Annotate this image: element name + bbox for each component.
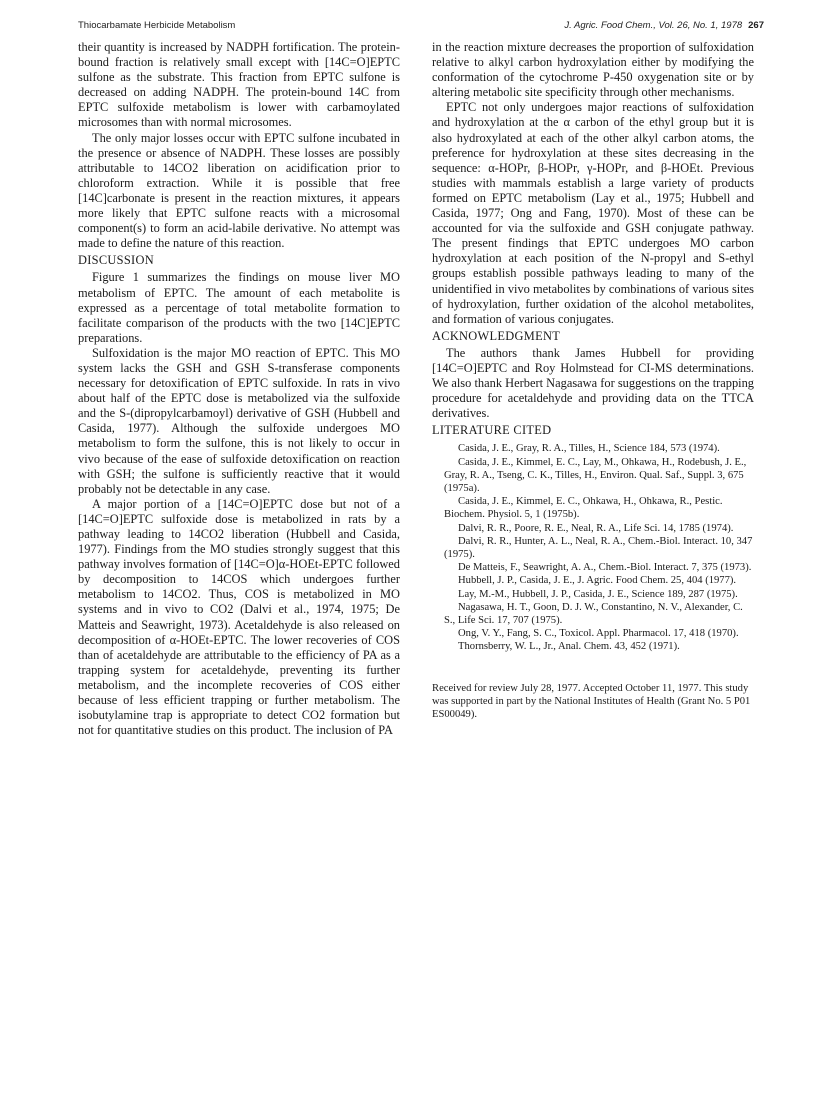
- page-number: 267: [748, 20, 764, 31]
- left-paragraph-2: The only major losses occur with EPTC sulfone incubated in the presence or absence of NADPH. These losses are possibly attributable to 14CO2 liberation on acidification prior to chloroform extraction. While it is possible that free [14C]carbonate is present in the reaction mixtures, it appears more likely that EPTC sulfone reacts with a microsomal component(s) to form an acid-labile derivative. No attempt was made to define the nature of this reaction.: [78, 130, 400, 251]
- reference-item: Dalvi, R. R., Poore, R. E., Neal, R. A., Life Sci. 14, 1785 (1974).: [458, 522, 734, 534]
- discussion-heading: DISCUSSION: [78, 253, 154, 268]
- left-paragraph-5: A major portion of a [14C=O]EPTC dose but not of a [14C=O]EPTC sulfoxide dose is metabolized in rats by a pathway leading to 14CO2 liberation (Hubbell and Casida, 1977). Findings from the MO studies strongly suggest that this pathway involves formation of [14C=O]α-HOEt-EPTC followed by decomposition to 14COS which undergoes further metabolism to 14CO2. Thus, COS is metabolized in MO systems and in vivo to CO2 (Dalvi et al., 1974, 1975; De Matteis and Seawright, 1973). Acetaldehyde is also released on decomposition of α-HOEt-EPTC. The lower recoveries of COS than of acetaldehyde are attributable to the efficiency of PA as a trapping system for acetaldehyde, preventing its further metabolism, and the incomplete recoveries of COS either because of less efficient trapping or further metabolism. The isobutylamine trap is appropriate to detect CO2 formation but not for quantitative studies on this product. The inclusion of PA: [78, 496, 400, 738]
- right-column: [432, 40, 754, 721]
- acknowledgment-heading: ACKNOWLEDGMENT: [432, 328, 561, 343]
- reference-item: De Matteis, F., Seawright, A. A., Chem.-Biol. Interact. 7, 375 (1973).: [458, 562, 752, 574]
- reference-item: Casida, J. E., Kimmel, E. C., Lay, M., Ohkawa, H., Rodebush, J. E., Gray, R. A., Tseng, C. K., Tilles, H., Environ. Qual. Saf., Suppl. 3, 675 (1975a).: [444, 456, 747, 495]
- left-paragraph-1: their quantity is increased by NADPH fortification. The protein-bound fraction is relatively small except with [14C=O]EPTC sulfone as the substrate. This fraction from EPTC sulfone is decreased on adding NADPH. The protein-bound 14C from EPTC sulfoxide metabolism is lower with carbamoylated microsomes than with normal microsomes.: [78, 40, 400, 130]
- reference-item: Lay, M.-M., Hubbell, J. P., Casida, J. E., Science 189, 287 (1975).: [458, 588, 738, 600]
- received-note: [432, 682, 754, 722]
- reference-item: Hubbell, J. P., Casida, J. E., J. Agric. Food Chem. 25, 404 (1977).: [458, 575, 737, 587]
- right-paragraph-1: in the reaction mixture decreases the proportion of sulfoxidation relative to alkyl carbon hydroxylation either by modifying the conformation of the cytochrome P-450 oxygenation site or by altering metabolic site specificity through other mechanisms.: [432, 40, 754, 100]
- reference-list: [432, 442, 754, 653]
- left-paragraph-3: Figure 1 summarizes the findings on mouse liver MO metabolism of EPTC. The amount of each metabolite is expressed as a percentage of total metabolite formation to facilitate comparison of the products with the two [14C]EPTC preparations.: [78, 270, 400, 345]
- reference-item: Thornsberry, W. L., Jr., Anal. Chem. 43, 452 (1971).: [458, 641, 680, 653]
- journal-name: J. Agric. Food Chem., Vol. 26, No. 1, 1978: [564, 20, 743, 31]
- right-paragraph-2: EPTC not only undergoes major reactions of sulfoxidation and hydroxylation at the α carbon of the ethyl group but it is also hydroxylated at each of the other alkyl carbon atoms, the preference for hydroxylation at these sites decreasing in the sequence: α-HOPr, β-HOPr, γ-HOPr, and β-HOEt. Previous studies with mammals establish a large variety of products formed on EPTC metabolism (Lay et al., 1975; Hubbell and Casida, 1977; Ong and Fang, 1970). Most of these can be accounted for via the sulfoxide and GSH conjugate pathway. The present findings that EPTC undergoes MO carbon hydroxylation at each position of the N-propyl and S-ethyl groups establish possible pathways leading to many of the unidentified in vivo metabolites by combinations of various sites of hydroxylation, further oxidation of the alcohol metabolites, and formation of various conjugates.: [432, 100, 754, 326]
- left-paragraph-4: Sulfoxidation is the major MO reaction of EPTC. This MO system lacks the GSH and GSH S-transferase components necessary for detoxification of EPTC sulfoxide. In rats in vivo about half of the EPTC dose is metabolized via the sulfoxide and the S-(dipropylcarbamoyl) derivative of GSH (Hubbell and Casida, 1977). Although the sulfoxide undergoes MO metabolism to form the sulfone, this is not likely to occur in vivo because of the ease of sulfoxide detoxification on reaction with GSH; the sulfone is sufficiently reactive that it would probably not be detectable in any case.: [78, 345, 400, 496]
- reference-item: Casida, J. E., Gray, R. A., Tilles, H., Science 184, 573 (1974).: [458, 443, 720, 455]
- received-text: Received for review July 28, 1977. Accepted October 11, 1977. This study was supported in part by the National Institutes of Health (Grant No. 5 P01 ES00049).: [432, 682, 751, 721]
- left-column: [78, 40, 400, 738]
- reference-item: Dalvi, R. R., Hunter, A. L., Neal, R. A., Chem.-Biol. Interact. 10, 347 (1975).: [444, 535, 753, 561]
- journal-citation: [564, 20, 764, 31]
- literature-cited-heading: LITERATURE CITED: [432, 423, 552, 438]
- reference-item: Ong, V. Y., Fang, S. C., Toxicol. Appl. Pharmacol. 17, 418 (1970).: [458, 628, 739, 640]
- reference-item: Casida, J. E., Kimmel, E. C., Ohkawa, H., Ohkawa, R., Pestic. Biochem. Physiol. 5, 1 (1975b).: [444, 496, 723, 521]
- running-title: Thiocarbamate Herbicide Metabolism: [78, 20, 236, 31]
- reference-item: Nagasawa, H. T., Goon, D. J. W., Constantino, N. V., Alexander, C. S., Life Sci. 17, 707 (1975).: [444, 601, 743, 627]
- running-header: [78, 20, 764, 36]
- acknowledgment-text: The authors thank James Hubbell for providing [14C=O]EPTC and Roy Holmstead for CI-MS determinations. We also thank Herbert Nagasawa for suggestions on the trapping procedure for acetaldehyde and providing data on the TTCA derivatives.: [432, 345, 754, 421]
